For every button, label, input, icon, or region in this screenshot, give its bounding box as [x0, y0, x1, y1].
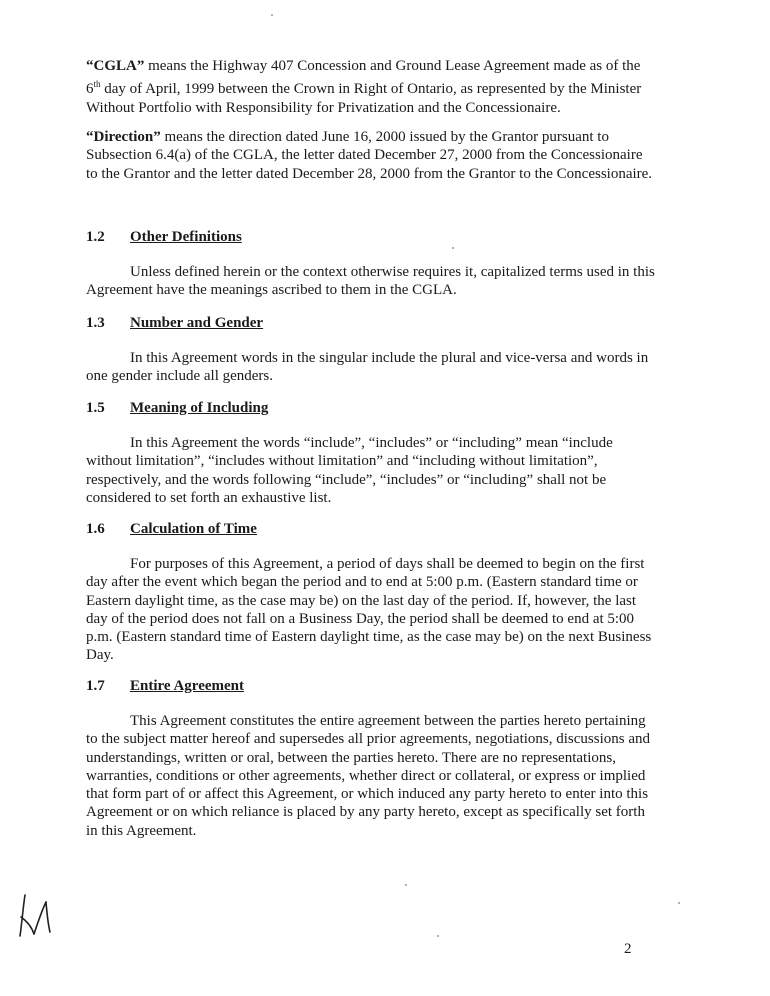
section-body-1-6: For purposes of this Agreement, a period of days shall be deemed to begin on the first day after the event which began the period and to end at 5:00 p.m. (Eastern standard time or Eastern daylight time, as the case may be) on the last day of the period. If, however, the last day of the period does not fall on a Business Day, the period shall be deemed to end at 5:00 p.m. (Eastern standard time of Eastern daylight time, as the case may be) on the next Business Day.	[86, 556, 652, 664]
section-title: Meaning of Including	[130, 400, 269, 416]
ordinal-superscript: th	[93, 79, 101, 90]
section-heading-1-3	[86, 314, 263, 334]
section-title: Calculation of Time	[130, 521, 257, 537]
definition-direction	[86, 128, 656, 183]
scan-speck	[437, 935, 439, 937]
section-number: 1.2	[86, 229, 105, 245]
section-heading-1-2	[86, 228, 242, 248]
section-body-1-7: This Agreement constitutes the entire agreement between the parties hereto pertaining to the subject matter hereof and supersedes all prior agreements, negotiations, discussions and understandings, written or oral, between the parties hereto. There are no representations, warranties, conditions or other agreements, whether direct or collateral, or express or implied that form part of or affect this Agreement, or which induced any party hereto to enter into this Agreement or on which reliance is placed by any party hereto, except as specifically set forth in this Agreement.	[86, 713, 651, 839]
section-heading-1-7	[86, 677, 244, 697]
scan-speck	[405, 884, 407, 886]
section-title: Other Definitions	[130, 229, 242, 245]
section-body-1-2: Unless defined herein or the context otherwise requires it, capitalized terms used in this Agreement have the meanings ascribed to them in the CGLA.	[86, 264, 655, 299]
section-number: 1.7	[86, 678, 105, 694]
definition-term: “Direction”	[86, 129, 161, 145]
section-body-1-3: In this Agreement words in the singular include the plural and vice-versa and words in one gender include all genders.	[86, 350, 649, 385]
definition-text: means the direction dated June 16, 2000 issued by the Grantor pursuant to Subsection 6.4(a) of the CGLA, the letter dated December 27, 2000 from the Concessionaire to the Grantor and the letter dated December 28, 2000 from the Grantor to the Concessionaire.	[86, 129, 653, 182]
scan-speck	[452, 247, 454, 249]
definition-text-continued: day of April, 1999 between the Crown in Right of Ontario, as represented by the Minister Without Portfolio with Responsibility for Privatization and the Concessionaire.	[86, 81, 642, 116]
section-title: Number and Gender	[130, 315, 264, 331]
section-number: 1.3	[86, 315, 105, 331]
section-heading-1-5	[86, 399, 268, 419]
scan-speck	[271, 14, 273, 16]
definition-text: means the Highway 407 Concession and Ground Lease Agreement made as of the 6	[86, 58, 641, 98]
scan-speck	[678, 902, 680, 904]
definition-term: “CGLA”	[86, 58, 145, 74]
page-number: 2	[624, 941, 632, 957]
section-heading-1-6	[86, 520, 257, 540]
section-number: 1.5	[86, 400, 105, 416]
section-number: 1.6	[86, 521, 105, 537]
section-title: Entire Agreement	[130, 678, 245, 694]
definition-cgla	[86, 57, 656, 117]
handwritten-initials	[16, 892, 60, 938]
section-body-1-5: In this Agreement the words “include”, “includes” or “including” mean “include without limitation”, “includes without limitation” and “including without limitation”, respectively, and the words following “include”, “includes” or “including” shall not be considered to set forth an exhaustive list.	[86, 435, 613, 506]
